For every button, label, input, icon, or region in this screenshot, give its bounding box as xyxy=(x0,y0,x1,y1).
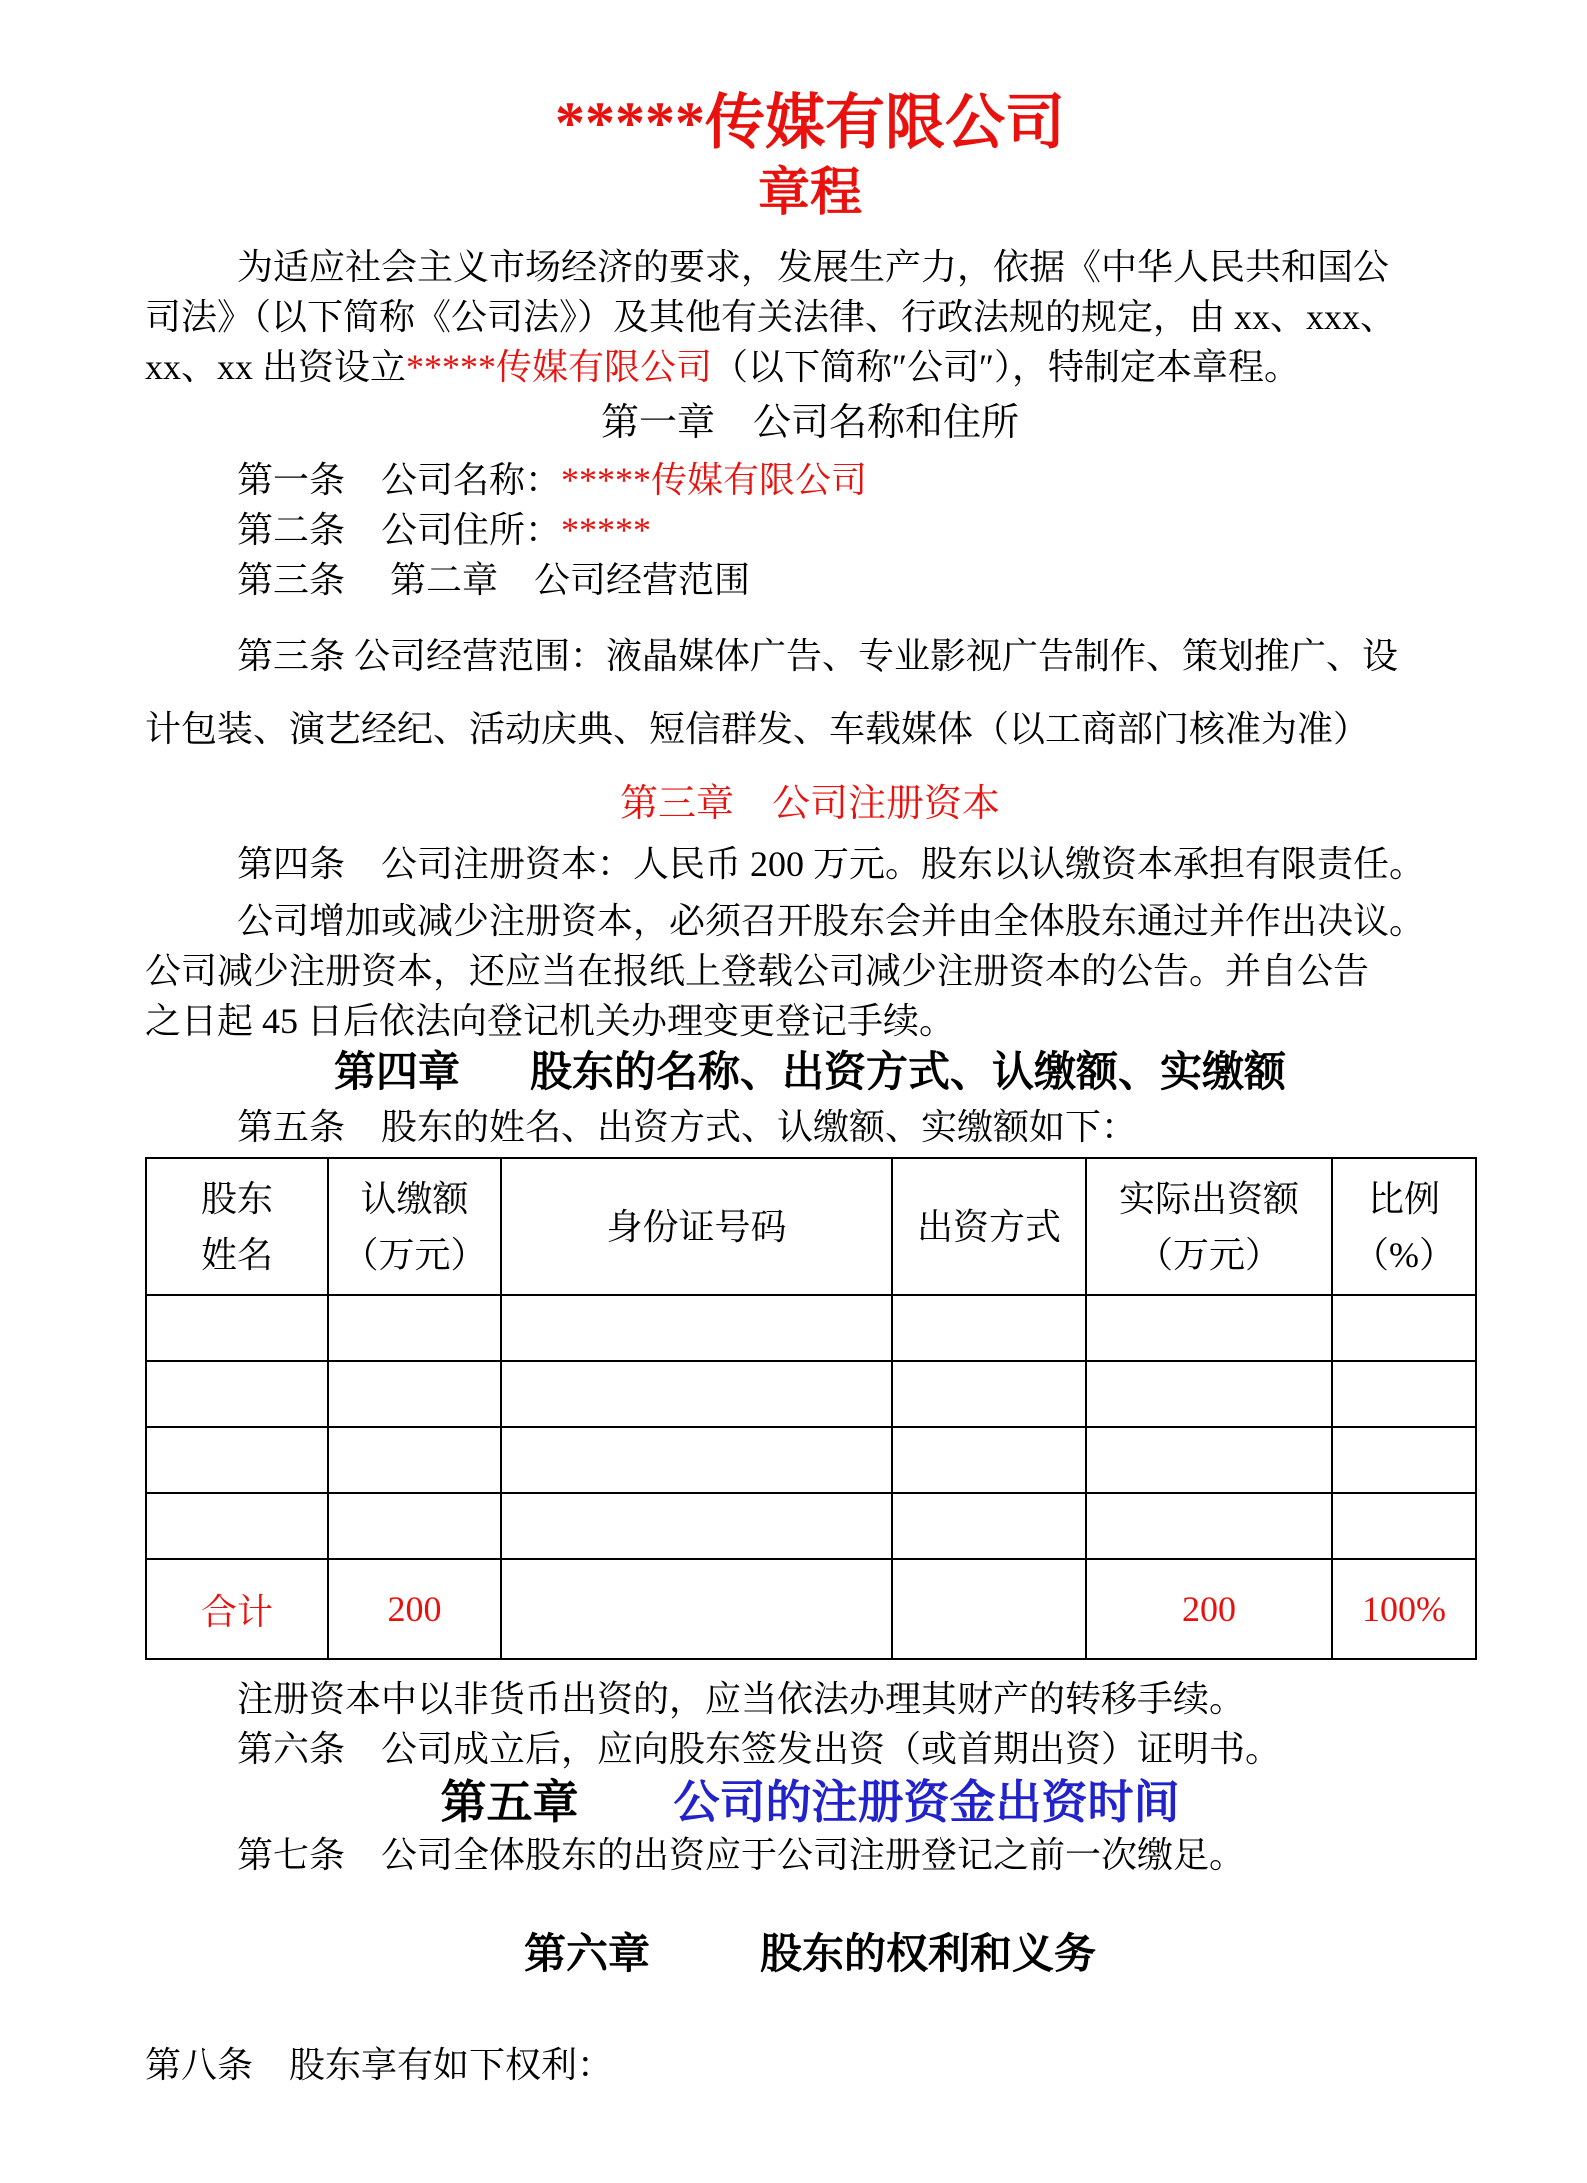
empty-cell xyxy=(892,1493,1086,1559)
shareholder-table xyxy=(145,1157,1477,1660)
chapter-5-heading xyxy=(145,1774,1475,1830)
capital-para-line-3: 之日起 45 日后依法向登记机关办理变更登记手续。 xyxy=(145,1001,956,1041)
table-total-row xyxy=(146,1559,1476,1659)
empty-cell xyxy=(328,1427,501,1493)
company-name-inline: *****传媒有限公司 xyxy=(406,347,713,387)
intro-line-3-post: （以下简称″公司″），特制定本章程。 xyxy=(712,347,1301,387)
capital-para-line-1: 公司增加或减少注册资本，必须召开股东会并由全体股东通过并作出决议。 xyxy=(237,901,1426,941)
empty-cell xyxy=(501,1295,892,1361)
shareholder-row-3 xyxy=(146,1427,1476,1493)
shareholder-row-2 xyxy=(146,1361,1476,1427)
article-1-label: 第一条 公司名称： xyxy=(237,460,562,500)
table-header-row xyxy=(146,1158,1476,1295)
header-subscribed-amount: 认缴额 （万元） xyxy=(328,1158,501,1295)
empty-cell xyxy=(1086,1295,1332,1361)
chapter-6-title: 股东的权利和义务 xyxy=(760,1930,1097,1977)
empty-cell xyxy=(1332,1493,1476,1559)
intro-line-1: 为适应社会主义市场经济的要求，发展生产力，依据《中华人民共和国公 xyxy=(237,247,1390,287)
empty-cell xyxy=(892,1361,1086,1427)
empty-cell xyxy=(1086,1361,1332,1427)
empty-cell xyxy=(1332,1361,1476,1427)
empty-cell xyxy=(1332,1427,1476,1493)
total-label: 合计 xyxy=(146,1559,328,1659)
total-actual-amount: 200 xyxy=(1086,1559,1332,1659)
chapter-4-label: 第四章 xyxy=(333,1048,460,1095)
total-subscribed-amount: 200 xyxy=(328,1559,501,1659)
article-1-company-name: *****传媒有限公司 xyxy=(561,460,868,500)
document-subtitle: 章程 xyxy=(757,165,862,222)
document-page xyxy=(0,86,1587,2183)
empty-cell xyxy=(892,1295,1086,1361)
shareholder-row-4 xyxy=(146,1493,1476,1559)
header-actual-amount: 实际出资额 （万元） xyxy=(1086,1158,1332,1295)
business-scope-line-2: 计包装、演艺经纪、活动庆典、短信群发、车载媒体（以工商部门核准为准） xyxy=(145,709,1370,749)
transfer-note-line: 注册资本中以非货币出资的，应当依法办理其财产的转移手续。 xyxy=(237,1679,1246,1719)
intro-line-3-pre: xx、xx 出资设立 xyxy=(145,347,407,387)
chapter-3-heading: 第三章 公司注册资本 xyxy=(619,783,1000,825)
empty-cell xyxy=(146,1427,328,1493)
empty-cell xyxy=(328,1493,501,1559)
chapter-6-label: 第六章 xyxy=(523,1930,650,1977)
intro-line-2: 司法》（以下简称《公司法》）及其他有关法律、行政法规的规定，由 xx、xxx、 xyxy=(145,297,1397,337)
empty-cell xyxy=(1332,1295,1476,1361)
shareholder-row-1 xyxy=(146,1295,1476,1361)
empty-cell xyxy=(146,1295,328,1361)
header-shareholder-name: 股东 姓名 xyxy=(146,1158,328,1295)
chapter-6-heading xyxy=(145,1928,1475,1980)
header-contribution-method: 出资方式 xyxy=(892,1158,1086,1295)
article-2-address-value: ***** xyxy=(561,510,652,550)
capital-para-line-2: 公司减少注册资本，还应当在报纸上登载公司减少注册资本的公告。并自公告 xyxy=(145,951,1370,991)
article-8-line: 第八条 股东享有如下权利： xyxy=(145,2045,614,2085)
empty-cell xyxy=(501,1427,892,1493)
chapter-4-title: 股东的名称、出资方式、认缴额、实缴额 xyxy=(530,1048,1287,1095)
intro-line-3 xyxy=(145,342,1475,392)
article-2-label: 第二条 公司住所： xyxy=(237,510,562,550)
empty-cell xyxy=(501,1493,892,1559)
chapter-5-title: 公司的注册资金出资时间 xyxy=(673,1776,1180,1828)
header-id-number: 身份证号码 xyxy=(501,1158,892,1295)
empty-cell xyxy=(501,1559,892,1659)
empty-cell xyxy=(328,1361,501,1427)
article-2-line xyxy=(145,505,1475,555)
chapter-5-label: 第五章 xyxy=(440,1776,579,1828)
empty-cell xyxy=(1086,1427,1332,1493)
empty-cell xyxy=(892,1559,1086,1659)
header-ratio: 比例 （%） xyxy=(1332,1158,1476,1295)
empty-cell xyxy=(146,1493,328,1559)
total-ratio: 100% xyxy=(1332,1559,1476,1659)
business-scope-line-1: 第三条 公司经营范围：液晶媒体广告、专业影视广告制作、策划推广、设 xyxy=(237,636,1399,676)
article-5-line: 第五条 股东的姓名、出资方式、认缴额、实缴额如下： xyxy=(237,1107,1138,1147)
article-6-line: 第六条 公司成立后，应向股东签发出资（或首期出资）证明书。 xyxy=(237,1729,1282,1769)
chapter-4-heading xyxy=(145,1046,1475,1098)
chapter-1-heading: 第一章 公司名称和住所 xyxy=(600,402,1019,444)
article-3-line: 第三条 第二章 公司经营范围 xyxy=(237,560,751,600)
empty-cell xyxy=(328,1295,501,1361)
article-4-line: 第四条 公司注册资本：人民币 200 万元。股东以认缴资本承担有限责任。 xyxy=(237,844,1426,884)
empty-cell xyxy=(146,1361,328,1427)
empty-cell xyxy=(501,1361,892,1427)
empty-cell xyxy=(1086,1493,1332,1559)
empty-cell xyxy=(892,1427,1086,1493)
document-title: *****传媒有限公司 xyxy=(555,90,1065,156)
article-1-line xyxy=(145,455,1475,505)
article-7-line: 第七条 公司全体股东的出资应于公司注册登记之前一次缴足。 xyxy=(237,1835,1246,1875)
